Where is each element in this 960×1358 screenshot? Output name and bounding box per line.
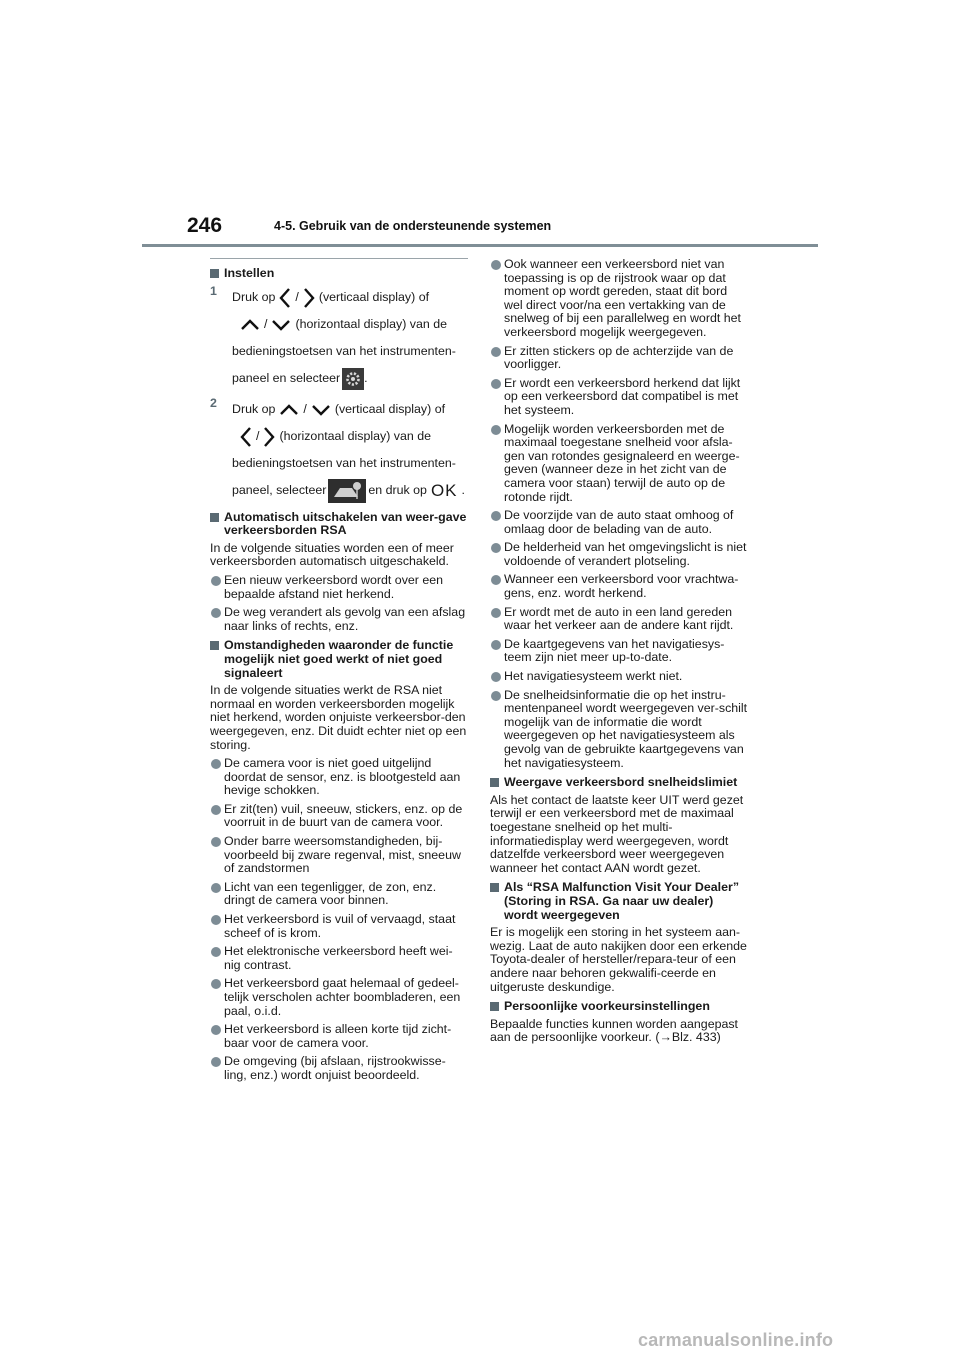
list-item-text: Het elektronische verkeersbord heeft wei-nig contrast.	[224, 944, 453, 972]
list-item	[210, 835, 468, 876]
bullet-dot-icon	[491, 425, 501, 435]
list-item	[210, 1023, 468, 1050]
list-item	[490, 670, 748, 684]
list-item	[210, 606, 468, 633]
heading-text: Omstandigheden waaronder de functie mogelijk niet goed werkt of niet goed signaleert	[224, 638, 454, 680]
list-item-text: Het verkeersbord gaat helemaal of gedeel-telijk verscholen achter boombladeren, een paal, o.i.d.	[224, 976, 461, 1018]
paragraph: Er is mogelijk een storing in het systeem aan-wezig. Laat de auto nakijken door een erkende Toyota-dealer of hersteller/repara-teur of een andere naar behoren gekwalifi-ceerde en uitgeruste deskundige.	[490, 925, 747, 994]
step-text: bedieningstoetsen van het instrumenten-	[232, 456, 456, 471]
section-rule	[210, 258, 468, 259]
bullet-dot-icon	[211, 608, 221, 618]
list-item	[210, 803, 468, 830]
bullet-dot-icon	[491, 672, 501, 682]
paragraph: Bepaalde functies kunnen worden aangepast aan de persoonlijke voorkeur. (→Blz. 433)	[490, 1016, 739, 1045]
list-item	[210, 1055, 468, 1082]
bullet-dot-icon	[211, 805, 221, 815]
heading-auto-off	[210, 511, 468, 538]
list-item	[490, 509, 748, 536]
list-item	[210, 881, 468, 908]
page-number: 246	[187, 214, 223, 237]
chevron-left-icon	[279, 287, 291, 309]
chevron-down-icon	[271, 319, 291, 331]
running-head: 4-5. Gebruik van de ondersteunende systemen	[274, 219, 552, 233]
heading-instellen	[210, 267, 468, 281]
list-item	[490, 689, 748, 771]
list-item-text: Een nieuw verkeersbord wordt over een bepaalde afstand niet herkend.	[224, 572, 444, 601]
ok-icon: OK	[430, 481, 458, 501]
list-item-text: Onder barre weersomstandigheden, bij-voorbeeld bij zware regenval, mist, sneeuw of zandstormen	[224, 834, 461, 876]
square-bullet-icon	[490, 883, 499, 892]
bullet-dot-icon	[491, 640, 501, 650]
list-item	[490, 573, 748, 600]
bullet-dot-icon	[211, 883, 221, 893]
heading-text: Persoonlijke voorkeursinstellingen	[504, 999, 710, 1014]
bullet-dot-icon	[211, 979, 221, 989]
list-item	[490, 258, 748, 340]
watermark: carmanualsonline.info	[638, 1330, 834, 1350]
bullet-dot-icon	[211, 759, 221, 769]
bullet-dot-icon	[211, 915, 221, 925]
square-bullet-icon	[210, 513, 219, 522]
step-text: (horizontaal display) van de	[295, 317, 447, 332]
bullet-dot-icon	[491, 608, 501, 618]
chevron-up-icon	[279, 404, 299, 416]
list-item-text: De voorzijde van de auto staat omhoog of omlaag door de belading van de auto.	[504, 508, 734, 536]
step-number: 2	[210, 395, 217, 410]
heading-text: Automatisch uitschakelen van weer-gave verkeersborden RSA	[224, 509, 467, 538]
step-text: Druk op	[232, 290, 276, 305]
heading-omstandigheden	[210, 639, 468, 680]
list-item-text: De weg verandert als gevolg van een afslag naar links of rechts, enz.	[224, 605, 466, 633]
heading-text: Instellen	[224, 266, 275, 280]
step-text: .	[461, 483, 465, 498]
separator: /	[256, 429, 260, 444]
heading-persoonlijk	[490, 1000, 748, 1014]
bullet-dot-icon	[211, 1057, 221, 1067]
header-rule	[142, 244, 818, 247]
step-1	[210, 285, 468, 393]
list-item-text: De camera voor is niet goed uitgelijnd doordat de sensor, enz. is blootgesteld aan hevige schokken.	[224, 756, 461, 798]
bullet-dot-icon	[491, 347, 501, 357]
square-bullet-icon	[490, 1002, 499, 1011]
bullet-dot-icon	[491, 511, 501, 521]
right-column	[490, 258, 748, 1050]
gear-icon	[342, 368, 364, 390]
separator: /	[264, 317, 268, 332]
list-item	[210, 945, 468, 972]
step-text: (verticaal display) of	[334, 402, 446, 417]
step-number: 1	[210, 283, 217, 298]
list-item-text: Er zitten stickers op de achterzijde van de voorligger.	[504, 343, 734, 372]
bullet-dot-icon	[211, 576, 221, 586]
square-bullet-icon	[210, 641, 219, 650]
heading-text: Als “RSA Malfunction Visit Your Dealer” (Storing in RSA. Ga naar uw dealer) wordt weergegeven	[504, 880, 740, 922]
separator: /	[295, 290, 299, 305]
list-item-text: Ook wanneer een verkeersbord niet van toepassing is op de rijstrook waar op dat moment op wordt gereden, staat dit bord wel direct voor/na een vertakking van de snelweg of bij een parallelweg en wordt het verkeersbord mogelijk weergegeven.	[504, 257, 741, 339]
list-item	[210, 977, 468, 1018]
list-item	[490, 345, 748, 372]
bullet-dot-icon	[211, 1025, 221, 1035]
paragraph: In de volgende situaties worden een of meer verkeersborden automatisch uitgeschakeld.	[210, 540, 454, 569]
list-item-text: Het verkeersbord is alleen korte tijd zicht-baar voor de camera voor.	[224, 1022, 452, 1050]
bullet-dot-icon	[491, 260, 501, 270]
list-item-text: De omgeving (bij afslaan, rijstrookwisse-ling, enz.) wordt onjuist beoordeeld.	[224, 1054, 446, 1082]
list-item-text: Er zit(ten) vuil, sneeuw, stickers, enz. op de voorruit in de buurt van de camera voor.	[224, 801, 463, 830]
list-item	[210, 574, 468, 601]
list-item	[490, 541, 748, 568]
list-item	[490, 423, 748, 505]
list-item-text: Mogelijk worden verkeersborden met de maximaal toegestane snelheid voor afsla-gen van rotondes gesignaleerd en weerge-geven (wanneer deze in het zicht van de camera voor staan) terwijl de auto op de rotonde rijdt.	[504, 421, 740, 504]
rsa-icon	[328, 479, 366, 503]
list-item	[490, 606, 748, 633]
left-column	[210, 258, 468, 1088]
chevron-up-icon	[240, 319, 260, 331]
bullet-dot-icon	[491, 543, 501, 553]
list-item	[490, 377, 748, 418]
step-text: paneel en selecteer	[232, 371, 341, 386]
heading-malfunction	[490, 881, 748, 922]
list-item-text: De helderheid van het omgevingslicht is niet voldoende of verandert plotseling.	[504, 540, 747, 568]
list-item-text: Er wordt met de auto in een land gereden waar het verkeer aan de andere kant rijdt.	[504, 604, 734, 633]
heading-snelheidslimiet	[490, 776, 748, 790]
separator: /	[303, 402, 307, 417]
chevron-right-icon	[263, 426, 275, 448]
step-2	[210, 397, 468, 505]
list-item	[490, 638, 748, 665]
step-text: en druk op	[368, 483, 427, 498]
square-bullet-icon	[490, 778, 499, 787]
step-text: (horizontaal display) van de	[279, 429, 431, 444]
chevron-right-icon	[303, 287, 315, 309]
chevron-left-icon	[240, 426, 252, 448]
step-text: (verticaal display) of	[318, 290, 430, 305]
list-item-text: Het verkeersbord is vuil of vervaagd, staat scheef of is krom.	[224, 912, 456, 940]
step-text: bedieningstoetsen van het instrumenten-	[232, 344, 456, 359]
bullet-dot-icon	[211, 947, 221, 957]
paragraph: Als het contact de laatste keer UIT werd gezet terwijl er een verkeersbord met de maximaal toegestane snelheid op het multi-informatiedisplay werd weergegeven, wordt datzelfde verkeersbord weer weergegeven wanneer het contact AAN wordt gezet.	[490, 792, 744, 875]
step-text: paneel, selecteer	[232, 483, 327, 498]
list-item-text: De kaartgegevens van het navigatiesys-teem zijn niet meer up-to-date.	[504, 636, 725, 665]
step-text: Druk op	[232, 402, 276, 417]
list-item-text: Het navigatiesysteem werkt niet.	[504, 669, 683, 684]
bullet-dot-icon	[491, 379, 501, 389]
list-item	[210, 913, 468, 940]
list-item-text: Licht van een tegenligger, de zon, enz. dringt de camera voor binnen.	[224, 879, 437, 908]
chevron-down-icon	[311, 404, 331, 416]
list-item	[210, 757, 468, 798]
list-item-text: Wanneer een verkeersbord voor vrachtwa-gens, enz. wordt herkend.	[504, 572, 739, 601]
bullet-dot-icon	[491, 691, 501, 701]
square-bullet-icon	[210, 269, 219, 278]
paragraph: In de volgende situaties werkt de RSA niet normaal en worden verkeersborden mogelijk niet herkend, worden onjuiste verkeersbor-den weergegeven, enz. Dit duidt echter niet op een storing.	[210, 683, 467, 752]
bullet-dot-icon	[491, 575, 501, 585]
bullet-dot-icon	[211, 837, 221, 847]
heading-text: Weergave verkeersbord snelheidslimiet	[504, 775, 738, 790]
list-item-text: Er wordt een verkeersbord herkend dat lijkt op een verkeersbord dat compatibel is met het systeem.	[504, 375, 741, 417]
list-item-text: De snelheidsinformatie die op het instru-mentenpaneel wordt weergegeven ver-schilt mogelijk van de informatie die wordt weergegeven op het navigatiesysteem als gevolg van de gebruikte kaartgegevens van het navigatiesysteem.	[504, 687, 748, 770]
step-text: .	[364, 371, 368, 386]
